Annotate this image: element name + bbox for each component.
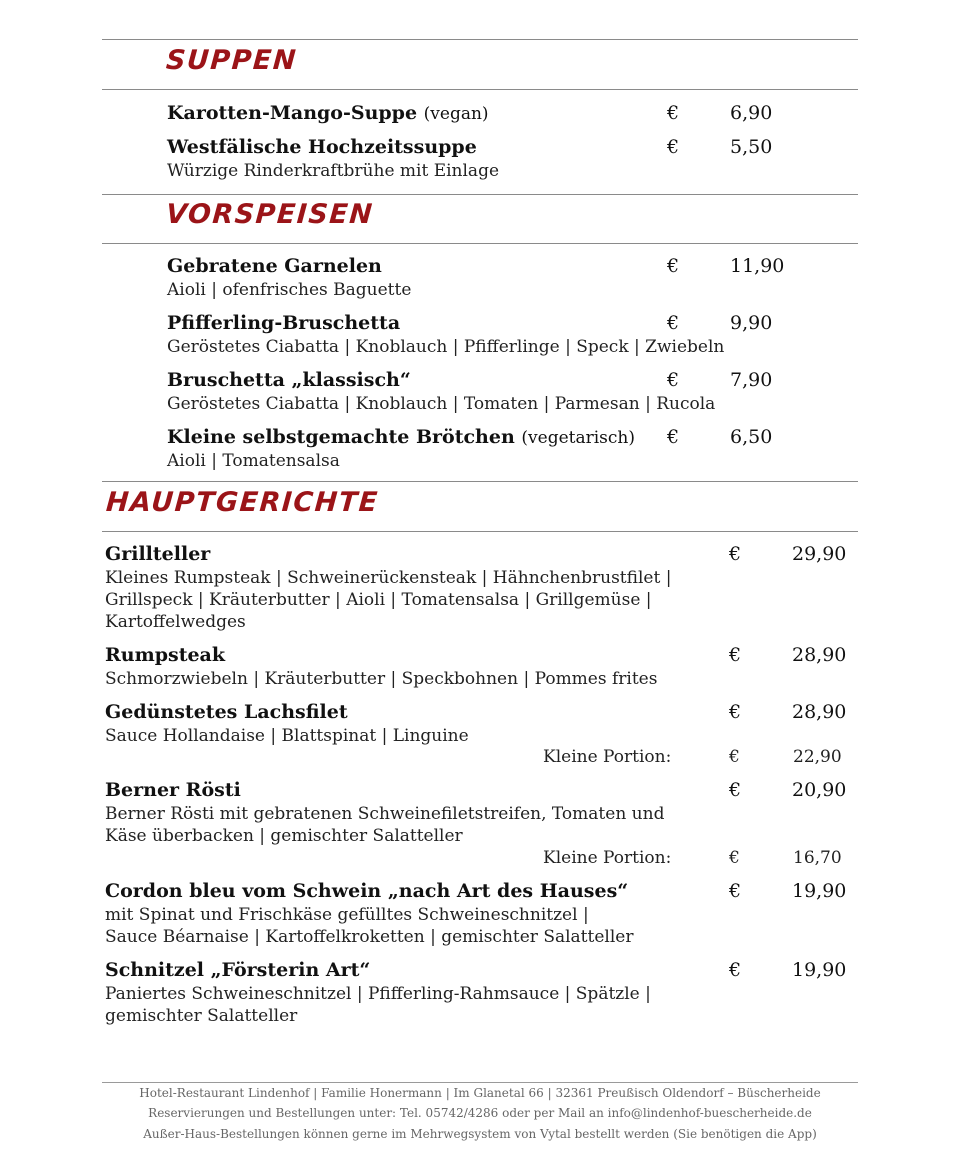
- section-title-hauptgerichte: HAUPTGERICHTE: [104, 487, 380, 518]
- divider: [102, 243, 858, 244]
- item-description-line: Käse überbacken | gemischter Salatteller: [105, 826, 463, 846]
- divider: [102, 194, 858, 195]
- currency-symbol: €: [729, 779, 742, 801]
- currency-symbol: €: [729, 880, 742, 902]
- currency-symbol: €: [729, 747, 740, 767]
- currency-symbol: €: [667, 312, 680, 334]
- item-name: Bruschetta „klassisch“: [167, 369, 411, 391]
- divider: [102, 481, 858, 482]
- item-name: Gedünstetes Lachsfilet: [105, 701, 348, 723]
- currency-symbol: €: [667, 426, 680, 448]
- divider: [102, 89, 858, 90]
- item-price: 9,90: [730, 312, 773, 334]
- item-name: Rumpsteak: [105, 644, 226, 666]
- small-portion-price: 22,90: [793, 747, 842, 767]
- item-description: Aioli | Tomatensalsa: [167, 451, 340, 471]
- item-price: 11,90: [730, 255, 785, 277]
- item-description-line: Grillspeck | Kräuterbutter | Aioli | Tomatensalsa | Grillgemüse |: [105, 590, 652, 610]
- item-price: 5,50: [730, 136, 773, 158]
- item-description-line: gemischter Salatteller: [105, 1006, 298, 1026]
- item-description: Würzige Rinderkraftbrühe mit Einlage: [167, 161, 500, 181]
- footer-takeaway-note: Außer-Haus-Bestellungen können gerne im Mehrwegsystem von Vytal bestellt werden (Sie benötigen die App): [143, 1127, 817, 1141]
- currency-symbol: €: [729, 848, 740, 868]
- item-description: Geröstetes Ciabatta | Knoblauch | Pfifferlinge | Speck | Zwiebeln: [167, 337, 725, 357]
- item-price: 28,90: [792, 701, 847, 723]
- item-description-line: Berner Rösti mit gebratenen Schweinefiletstreifen, Tomaten und: [105, 804, 665, 824]
- item-name: Grillteller: [105, 543, 211, 565]
- item-name: Pfifferling-Bruschetta: [167, 312, 401, 334]
- item-price: 20,90: [792, 779, 847, 801]
- section-title-suppen: SUPPEN: [164, 45, 299, 76]
- item-name: Gebratene Garnelen: [167, 255, 382, 277]
- item-description-line: mit Spinat und Frischkäse gefülltes Schweineschnitzel |: [105, 905, 589, 925]
- item-description-line: Schmorzwiebeln | Kräuterbutter | Speckbohnen | Pommes frites: [105, 669, 658, 689]
- currency-symbol: €: [667, 102, 680, 124]
- item-description-line: Sauce Béarnaise | Kartoffelkroketten | gemischter Salatteller: [105, 927, 634, 947]
- item-price: 6,90: [730, 102, 773, 124]
- divider: [102, 39, 858, 40]
- divider: [102, 531, 858, 532]
- item-description-line: Paniertes Schweineschnitzel | Pfifferling-Rahmsauce | Spätzle |: [105, 984, 651, 1004]
- item-price: 7,90: [730, 369, 773, 391]
- small-portion-price: 16,70: [793, 848, 842, 868]
- item-description: Geröstetes Ciabatta | Knoblauch | Tomaten | Parmesan | Rucola: [167, 394, 716, 414]
- item-name: Karotten-Mango-Suppe (vegan): [167, 102, 489, 124]
- currency-symbol: €: [667, 255, 680, 277]
- small-portion-label: Kleine Portion:: [543, 747, 672, 767]
- section-title-vorspeisen: VORSPEISEN: [164, 199, 375, 230]
- item-price: 28,90: [792, 644, 847, 666]
- currency-symbol: €: [667, 136, 680, 158]
- item-price: 29,90: [792, 543, 847, 565]
- currency-symbol: €: [729, 644, 742, 666]
- item-name: Cordon bleu vom Schwein „nach Art des Hauses“: [105, 880, 629, 902]
- item-note: (vegan): [423, 104, 489, 124]
- item-name: Kleine selbstgemachte Brötchen (vegetarisch): [167, 426, 636, 448]
- item-price: 19,90: [792, 959, 847, 981]
- item-price: 6,50: [730, 426, 773, 448]
- currency-symbol: €: [729, 543, 742, 565]
- item-price: 19,90: [792, 880, 847, 902]
- item-name: Berner Rösti: [105, 779, 241, 801]
- item-description-line: Kartoffelwedges: [105, 612, 246, 632]
- footer-contact: Reservierungen und Bestellungen unter: Tel. 05742/4286 oder per Mail an info@lindenhof-buescherheide.de: [148, 1106, 812, 1120]
- currency-symbol: €: [729, 701, 742, 723]
- item-description: Aioli | ofenfrisches Baguette: [167, 280, 412, 300]
- currency-symbol: €: [667, 369, 680, 391]
- footer-address: Hotel-Restaurant Lindenhof | Familie Honermann | Im Glanetal 66 | 32361 Preußisch Oldendorf – Büscherheide: [139, 1086, 821, 1100]
- item-note: (vegetarisch): [521, 428, 636, 448]
- currency-symbol: €: [729, 959, 742, 981]
- footer-divider: [102, 1082, 858, 1083]
- item-description-line: Sauce Hollandaise | Blattspinat | Linguine: [105, 726, 469, 746]
- small-portion-label: Kleine Portion:: [543, 848, 672, 868]
- item-description-line: Kleines Rumpsteak | Schweinerückensteak | Hähnchenbrustfilet |: [105, 568, 672, 588]
- item-name: Westfälische Hochzeitssuppe: [167, 136, 477, 158]
- item-name: Schnitzel „Försterin Art“: [105, 959, 371, 981]
